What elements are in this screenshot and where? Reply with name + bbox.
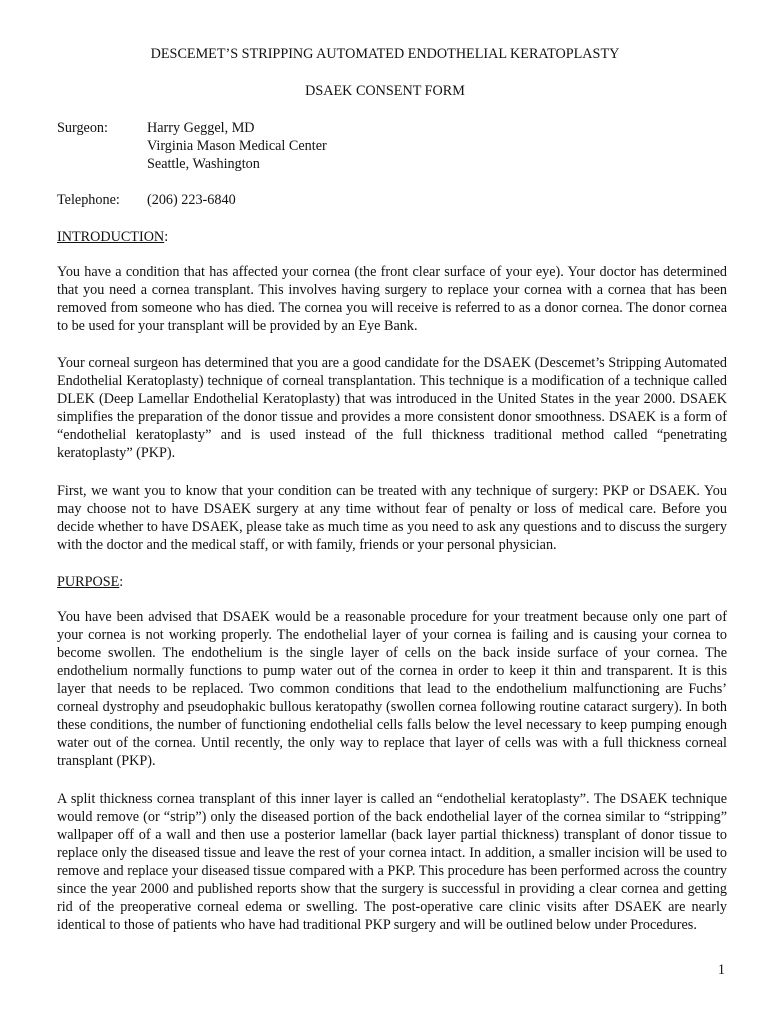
telephone-label: Telephone: bbox=[57, 192, 120, 208]
introduction-heading bbox=[57, 228, 168, 246]
intro-paragraph-1: You have a condition that has affected your cornea (the front clear surface of your eye). Your doctor has determined that you need a cornea transplant. This involves having surgery to replace your cornea with a cornea that has been removed from someone who has died. The cornea you will receive is referred to as a donor cornea. The donor cornea to be used for your transplant will be provided by an Eye Bank. bbox=[57, 264, 727, 335]
purpose-paragraph-1: You have been advised that DSAEK would be a reasonable procedure for your treatment because only one part of your cornea is not working properly. The endothelial layer of your cornea is failing and is causing your cornea to become swollen. The endothelium is the single layer of cells on the back inside surface of your cornea. The endothelium normally functions to pump water out of the cornea in order to keep it thin and transparent. It is this layer that needs to be replaced. Two common conditions that lead to the endothelium malfunctioning are Fuchs’ corneal dystrophy and pseudophakic bullous keratopathy (swollen cornea following routine cataract surgery). In both these conditions, the number of functioning endothelial cells falls below the level necessary to keep pumping enough water out of the cornea. Until recently, the only way to replace that layer of cells was with a full thickness corneal transplant (PKP). bbox=[57, 609, 727, 770]
intro-paragraph-2: Your corneal surgeon has determined that you are a good candidate for the DSAEK (Descemet’s Stripping Automated Endothelial Keratoplasty) technique of corneal transplantation. This technique is a modification of a technique called DLEK (Deep Lamellar Endothelial Keratoplasty) that was introduced in the United States in the year 2000. DSAEK simplifies the preparation of the donor tissue and provides a more consistent donor smoothness. DSAEK is a form of “endothelial keratoplasty” and is used instead of the full thickness traditional method called “penetrating keratoplasty” (PKP). bbox=[57, 355, 727, 462]
purpose-heading bbox=[57, 573, 123, 591]
heading-colon: : bbox=[119, 574, 124, 590]
surgeon-label: Surgeon: bbox=[57, 120, 108, 136]
surgeon-name: Harry Geggel, MD bbox=[147, 120, 255, 136]
surgeon-location: Seattle, Washington bbox=[147, 156, 260, 172]
intro-paragraph-3: First, we want you to know that your condition can be treated with any technique of surgery: PKP or DSAEK. You may choose not to have DSAEK surgery at any time without fear of penalty or loss of medical care. Before you decide whether to have DSAEK, please take as much time as you need to ask any questions and to discuss the surgery with the doctor and the medical staff, or with family, friends or your personal physician. bbox=[57, 483, 727, 554]
document-title: DESCEMET’S STRIPPING AUTOMATED ENDOTHELIAL KERATOPLASTY bbox=[150, 46, 620, 62]
heading-colon: : bbox=[164, 229, 169, 245]
page-number: 1 bbox=[717, 962, 725, 978]
purpose-paragraph-2: A split thickness cornea transplant of this inner layer is called an “endothelial keratoplasty”. The DSAEK technique would remove (or “strip”) only the diseased portion of the back endothelial layer of the cornea similar to “stripping” wallpaper off of a wall and then use a posterior lamellar (back layer partial thickness) transplant of donor tissue to replace only the diseased tissue and leave the rest of your cornea intact. In addition, a smaller incision will be used to remove and replace your diseased tissue compared with a PKP. This procedure has been performed across the country since the year 2000 and published reports show that the surgery is successful in providing a clear cornea and getting rid of the preoperative corneal edema or swelling. The post-operative care clinic visits after DSAEK are nearly identical to those of patients who have had traditional PKP surgery and will be outlined below under Procedures. bbox=[57, 791, 727, 934]
document-subtitle: DSAEK CONSENT FORM bbox=[305, 83, 465, 99]
telephone-value: (206) 223-6840 bbox=[147, 192, 236, 208]
surgeon-institution: Virginia Mason Medical Center bbox=[147, 138, 327, 154]
introduction-heading-text: INTRODUCTION bbox=[57, 229, 165, 245]
purpose-heading-text: PURPOSE bbox=[57, 574, 120, 590]
